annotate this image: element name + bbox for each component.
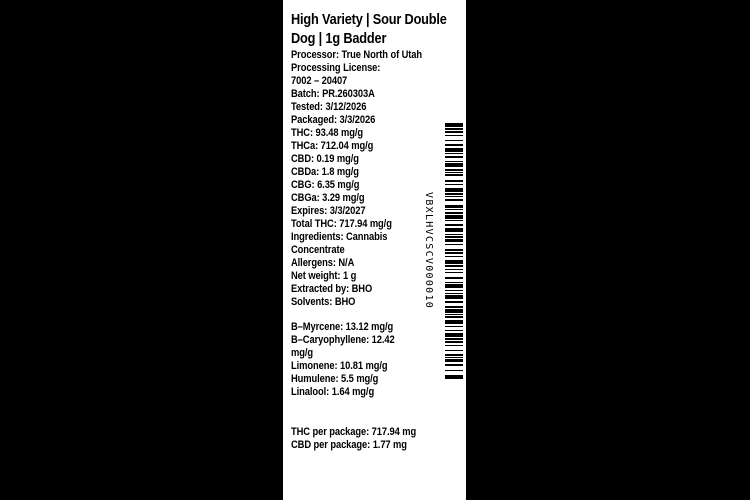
barcode-bar bbox=[445, 293, 463, 294]
barcode-bar bbox=[445, 234, 463, 235]
barcode-bar bbox=[445, 295, 463, 299]
barcode-bar bbox=[445, 228, 463, 232]
terpene-lines bbox=[291, 321, 461, 399]
label-line: THC: 93.48 mg/g bbox=[291, 127, 363, 139]
package-totals bbox=[291, 426, 461, 452]
barcode bbox=[445, 123, 463, 379]
barcode-bar bbox=[445, 135, 463, 136]
barcode-bar bbox=[445, 239, 463, 242]
barcode-bar bbox=[445, 354, 463, 356]
label-line: Allergens: N/A bbox=[291, 257, 355, 269]
barcode-bar bbox=[445, 209, 463, 210]
label-line: Linalool: 1.64 mg/g bbox=[291, 386, 375, 398]
label-line: CBD: 0.19 mg/g bbox=[291, 153, 359, 165]
barcode-bar bbox=[445, 148, 463, 152]
barcode-bar bbox=[445, 338, 463, 340]
label-line: Extracted by: BHO bbox=[291, 283, 373, 295]
barcode-bar bbox=[445, 205, 463, 208]
barcode-bar bbox=[445, 236, 463, 238]
barcode-bar bbox=[445, 224, 463, 226]
barcode-bar bbox=[445, 341, 463, 343]
barcode-bar bbox=[445, 131, 463, 133]
label-line: Solvents: BHO bbox=[291, 296, 356, 308]
barcode-bar bbox=[445, 199, 463, 201]
label-line: Dog | 1g Badder bbox=[291, 30, 387, 47]
barcode-bar bbox=[445, 290, 463, 291]
label-line: Tested: 3/12/2026 bbox=[291, 101, 367, 113]
barcode-bar bbox=[445, 282, 463, 283]
product-label bbox=[283, 0, 466, 500]
barcode-bar bbox=[445, 330, 463, 331]
barcode-bar bbox=[445, 180, 463, 182]
barcode-bar bbox=[445, 284, 463, 288]
barcode-bar bbox=[445, 314, 463, 315]
barcode-bar bbox=[445, 256, 463, 257]
label-line: THC per package: 717.94 mg bbox=[291, 426, 417, 438]
barcode-bar bbox=[445, 188, 463, 192]
label-line: CBDa: 1.8 mg/g bbox=[291, 166, 359, 178]
product-info-lines bbox=[291, 49, 461, 309]
barcode-bar bbox=[445, 364, 463, 366]
barcode-bar bbox=[445, 320, 463, 324]
barcode-bar bbox=[445, 244, 463, 245]
barcode-bar bbox=[445, 128, 463, 130]
label-line: THCa: 712.04 mg/g bbox=[291, 140, 374, 152]
label-line: Humulene: 5.5 mg/g bbox=[291, 373, 379, 385]
label-line: CBD per package: 1.77 mg bbox=[291, 439, 407, 451]
barcode-bar bbox=[445, 140, 463, 141]
label-line: Ingredients: Cannabis bbox=[291, 231, 388, 243]
barcode-bar bbox=[445, 326, 463, 327]
barcode-bar bbox=[445, 269, 463, 270]
barcode-bar bbox=[445, 252, 463, 254]
barcode-bar bbox=[445, 316, 463, 318]
barcode-bar bbox=[445, 277, 463, 279]
barcode-bar bbox=[445, 193, 463, 195]
barcode-bar bbox=[445, 123, 463, 127]
barcode-bar bbox=[445, 169, 463, 171]
label-line: Net weight: 1 g bbox=[291, 270, 357, 282]
barcode-bar bbox=[445, 184, 463, 185]
barcode-text: VBXLHVCSCV000010 bbox=[423, 192, 434, 310]
barcode-bar bbox=[445, 161, 463, 162]
barcode-bar bbox=[445, 212, 463, 214]
barcode-bar bbox=[445, 375, 463, 379]
label-line: B–Caryophyllene: 12.42 bbox=[291, 334, 395, 346]
label-line: Processing License: bbox=[291, 62, 381, 74]
barcode-bar bbox=[445, 306, 463, 308]
label-line: Processor: True North of Utah bbox=[291, 49, 423, 61]
barcode-bar bbox=[445, 156, 463, 158]
label-line: Expires: 3/3/2027 bbox=[291, 205, 366, 217]
barcode-bar bbox=[445, 174, 463, 176]
barcode-bar bbox=[445, 301, 463, 303]
label-line: Total THC: 717.94 mg/g bbox=[291, 218, 392, 230]
barcode-bar bbox=[445, 163, 463, 167]
barcode-bar bbox=[445, 345, 463, 346]
barcode-bar bbox=[445, 153, 463, 154]
barcode-bar bbox=[445, 370, 463, 371]
barcode-bar bbox=[445, 172, 463, 173]
label-line: 7002 – 20407 bbox=[291, 75, 348, 87]
barcode-bar bbox=[445, 350, 463, 351]
label-line: Limonene: 10.81 mg/g bbox=[291, 360, 388, 372]
barcode-bar bbox=[445, 260, 463, 264]
label-line: Packaged: 3/3/2026 bbox=[291, 114, 376, 126]
barcode-bar bbox=[445, 272, 463, 273]
barcode-bar bbox=[445, 357, 463, 358]
barcode-bar bbox=[445, 309, 463, 313]
label-line: Concentrate bbox=[291, 244, 345, 256]
barcode-bar bbox=[445, 196, 463, 197]
product-title bbox=[291, 10, 461, 48]
label-line: B–Myrcene: 13.12 mg/g bbox=[291, 321, 394, 333]
barcode-bar bbox=[445, 359, 463, 362]
barcode-bar bbox=[445, 265, 463, 267]
label-line: High Variety | Sour Double bbox=[291, 11, 447, 28]
label-line: Batch: PR.260303A bbox=[291, 88, 375, 100]
label-line: mg/g bbox=[291, 347, 314, 359]
barcode-bar bbox=[445, 144, 463, 146]
barcode-bar bbox=[445, 249, 463, 251]
barcode-bar bbox=[445, 220, 463, 221]
label-line: CBGa: 3.29 mg/g bbox=[291, 192, 365, 204]
barcode-bar bbox=[445, 215, 463, 219]
label-line: CBG: 6.35 mg/g bbox=[291, 179, 360, 191]
barcode-bar bbox=[445, 333, 463, 337]
label-text-column bbox=[291, 10, 461, 452]
